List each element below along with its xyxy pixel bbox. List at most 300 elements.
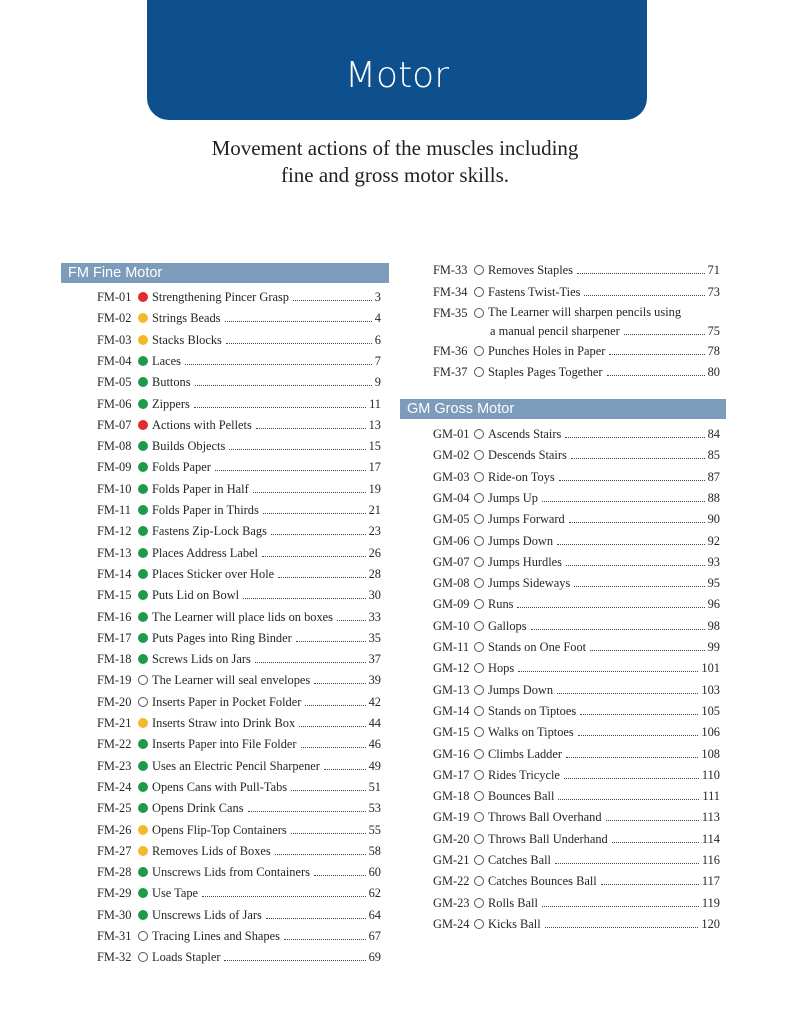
entry-page-number: 46 <box>368 737 381 752</box>
entry-label: Jumps Down <box>488 682 554 697</box>
entry-label: Unscrews Lids of Jars <box>152 907 262 922</box>
dot-leader <box>337 620 366 621</box>
status-empty-circle-icon <box>474 834 484 844</box>
entry-page-number: 26 <box>368 545 381 560</box>
dot-leader <box>314 875 366 876</box>
toc-entry[interactable] <box>97 798 381 816</box>
entry-code: FM-04 <box>97 353 132 368</box>
status-empty-circle-icon <box>474 727 484 737</box>
entry-label: Runs <box>488 597 514 612</box>
dot-leader <box>291 833 366 834</box>
status-green-circle-icon <box>138 462 148 472</box>
entry-code: FM-28 <box>97 865 132 880</box>
entry-code: FM-24 <box>97 779 132 794</box>
entry-code: FM-35 <box>433 306 468 320</box>
toc-entry[interactable] <box>433 531 720 549</box>
status-empty-circle-icon <box>474 621 484 631</box>
entry-page-number: 3 <box>374 290 381 304</box>
status-empty-circle-icon <box>474 493 484 503</box>
entry-page-number: 78 <box>707 343 720 358</box>
dot-leader <box>612 842 699 843</box>
dot-leader <box>243 598 366 599</box>
status-green-circle-icon <box>138 399 148 409</box>
entry-code: FM-23 <box>97 758 132 773</box>
entry-label: Rides Tricycle <box>488 767 560 782</box>
toc-entry[interactable] <box>97 436 381 454</box>
entry-page-number: 71 <box>707 263 720 277</box>
entry-label: Jumps Down <box>488 533 554 548</box>
status-green-circle-icon <box>138 569 148 579</box>
entry-page-number: 114 <box>701 831 720 846</box>
toc-entry[interactable] <box>433 467 720 485</box>
toc-entry[interactable] <box>433 616 720 634</box>
entry-page-number: 6 <box>374 332 381 347</box>
dot-leader <box>248 811 366 812</box>
entry-label: Jumps Forward <box>488 512 565 527</box>
entry-code: FM-37 <box>433 365 468 380</box>
toc-entry[interactable] <box>97 287 381 305</box>
toc-entry[interactable] <box>97 330 381 348</box>
entry-code: FM-12 <box>97 524 132 539</box>
dot-leader <box>577 273 705 274</box>
entry-label: Folds Paper in Thirds <box>152 503 259 517</box>
entry-page-number: 117 <box>701 874 720 889</box>
dot-leader <box>555 863 699 864</box>
entry-page-number: 80 <box>707 365 720 380</box>
toc-entry[interactable] <box>433 786 720 804</box>
entry-page-number: 15 <box>368 439 381 454</box>
entry-page-number: 113 <box>701 810 720 825</box>
toc-entry[interactable] <box>97 756 381 774</box>
toc-entry[interactable] <box>433 765 720 783</box>
entry-page-number: 67 <box>368 929 381 943</box>
entry-page-number: 110 <box>701 767 720 782</box>
toc-entry[interactable] <box>97 500 381 518</box>
status-green-circle-icon <box>138 377 148 387</box>
dot-leader <box>301 747 366 748</box>
status-empty-circle-icon <box>474 706 484 716</box>
status-empty-circle-icon <box>474 287 484 297</box>
entry-label: Inserts Paper in Pocket Folder <box>152 694 302 709</box>
entry-label: Actions with Pellets <box>152 417 252 432</box>
entry-code: GM-20 <box>433 831 470 846</box>
entry-label: Ascends Stairs <box>488 427 562 441</box>
entry-label: Gallops <box>488 618 527 633</box>
dot-leader <box>271 534 366 535</box>
entry-label: Tracing Lines and Shapes <box>152 929 280 943</box>
entry-code: GM-16 <box>433 746 470 761</box>
entry-code: GM-11 <box>433 640 470 654</box>
entry-page-number: 116 <box>701 853 720 867</box>
dot-leader <box>256 428 366 429</box>
entry-code: FM-26 <box>97 822 132 837</box>
entry-label-block <box>488 303 720 339</box>
dot-leader <box>266 918 366 919</box>
dot-leader <box>262 556 366 557</box>
status-empty-circle-icon <box>474 749 484 759</box>
status-green-circle-icon <box>138 782 148 792</box>
section-header-gross-motor: GM Gross Motor <box>400 399 726 419</box>
toc-entry[interactable] <box>433 914 720 932</box>
dot-leader <box>569 522 705 523</box>
dot-leader <box>624 334 705 335</box>
toc-entry[interactable] <box>97 734 381 752</box>
toc-entry[interactable] <box>433 637 720 655</box>
entry-page-number: 49 <box>368 758 381 773</box>
status-red-circle-icon <box>138 420 148 430</box>
entry-page-number: 90 <box>707 512 720 527</box>
status-empty-circle-icon <box>474 429 484 439</box>
entry-page-number: 51 <box>368 779 381 794</box>
dot-leader <box>609 354 704 355</box>
entry-label: Jumps Hurdles <box>488 554 562 569</box>
status-empty-circle-icon <box>138 675 148 685</box>
entry-code: GM-03 <box>433 469 470 484</box>
entry-page-number: 75 <box>707 324 720 338</box>
status-empty-circle-icon <box>474 599 484 609</box>
status-empty-circle-icon <box>474 770 484 780</box>
toc-entry[interactable] <box>97 628 381 646</box>
entry-code: FM-34 <box>433 284 468 299</box>
toc-entry[interactable] <box>97 713 381 731</box>
toc-entry[interactable] <box>97 394 381 412</box>
entry-label: Uses an Electric Pencil Sharpener <box>152 758 320 773</box>
entry-label: Laces <box>152 353 181 368</box>
toc-entry[interactable] <box>433 807 720 825</box>
toc-entry[interactable] <box>97 777 381 795</box>
entry-label: Hops <box>488 661 515 676</box>
subtitle-line-1: Movement actions of the muscles including <box>211 136 579 160</box>
dot-leader <box>278 577 365 578</box>
dot-leader <box>580 714 698 715</box>
entry-label: Stacks Blocks <box>152 332 222 347</box>
entry-code: FM-30 <box>97 907 132 922</box>
toc-entry[interactable] <box>433 680 720 698</box>
entry-page-number: 119 <box>701 895 720 910</box>
entry-label-continued-row <box>488 321 720 339</box>
toc-entry[interactable] <box>433 341 720 359</box>
toc-entry[interactable] <box>97 543 381 561</box>
entry-page-number: 111 <box>702 789 720 804</box>
entry-label: Removes Lids of Boxes <box>152 843 271 858</box>
entry-label: Loads Stapler <box>152 950 221 965</box>
dot-leader <box>275 854 366 855</box>
dot-leader <box>255 662 366 663</box>
status-empty-circle-icon <box>474 876 484 886</box>
entry-page-number: 60 <box>368 865 381 880</box>
entry-page-number: 9 <box>374 375 381 390</box>
entry-code: FM-10 <box>97 481 132 496</box>
status-green-circle-icon <box>138 761 148 771</box>
status-green-circle-icon <box>138 505 148 515</box>
toc-entry[interactable] <box>433 829 720 847</box>
toc-entry[interactable] <box>433 488 720 506</box>
entry-page-number: 96 <box>707 597 720 612</box>
dot-leader <box>564 778 699 779</box>
entry-code: FM-19 <box>97 673 132 688</box>
entry-label: Jumps Sideways <box>488 576 571 591</box>
entry-code: GM-17 <box>433 767 470 782</box>
dot-leader <box>566 565 705 566</box>
entry-label: Staples Pages Together <box>488 365 603 380</box>
entry-page-number: 101 <box>701 661 720 676</box>
status-yellow-circle-icon <box>138 718 148 728</box>
dot-leader <box>566 757 698 758</box>
entry-code: FM-18 <box>97 652 132 667</box>
entry-page-number: 88 <box>707 490 720 505</box>
entry-code: GM-05 <box>433 512 470 527</box>
status-empty-circle-icon <box>474 919 484 929</box>
toc-entry[interactable] <box>433 260 720 278</box>
toc-entry[interactable] <box>97 692 381 710</box>
dot-leader <box>557 693 698 694</box>
entry-code: FM-08 <box>97 439 132 454</box>
toc-entry[interactable] <box>433 871 720 889</box>
status-empty-circle-icon <box>474 685 484 695</box>
toc-entry[interactable] <box>433 722 720 740</box>
entry-code: GM-01 <box>433 427 470 441</box>
status-empty-circle-icon <box>474 663 484 673</box>
toc-entry[interactable] <box>433 303 720 339</box>
entry-label-continued: a manual pencil sharpener <box>490 324 620 338</box>
entry-label: Opens Flip-Top Containers <box>152 822 287 837</box>
entry-code: GM-04 <box>433 490 470 505</box>
entry-code: GM-21 <box>433 853 470 867</box>
toc-entry[interactable] <box>433 701 720 719</box>
toc-entry[interactable] <box>433 850 720 868</box>
entry-page-number: 106 <box>701 725 720 740</box>
toc-entry[interactable] <box>97 649 381 667</box>
entry-label: Walks on Tiptoes <box>488 725 574 740</box>
toc-entry[interactable] <box>97 308 381 326</box>
entry-page-number: 37 <box>368 652 381 667</box>
entry-page-number: 87 <box>707 469 720 484</box>
entry-label: Rolls Ball <box>488 895 538 910</box>
toc-entry[interactable] <box>97 926 381 944</box>
entry-page-number: 98 <box>707 618 720 633</box>
entry-code: GM-24 <box>433 916 470 931</box>
toc-entry[interactable] <box>97 841 381 859</box>
entry-label: Places Address Label <box>152 545 258 560</box>
status-green-circle-icon <box>138 548 148 558</box>
entry-page-number: 28 <box>368 566 381 581</box>
entry-code: FM-01 <box>97 290 132 304</box>
toc-entry[interactable] <box>97 585 381 603</box>
section-header-fine-motor: FM Fine Motor <box>61 263 389 283</box>
status-red-circle-icon <box>138 292 148 302</box>
entry-page-number: 95 <box>707 576 720 591</box>
toc-entry[interactable] <box>97 862 381 880</box>
status-green-circle-icon <box>138 526 148 536</box>
entry-page-number: 93 <box>707 554 720 569</box>
dot-leader <box>293 300 372 301</box>
entry-code: FM-13 <box>97 545 132 560</box>
dot-leader <box>215 470 366 471</box>
toc-entry[interactable] <box>97 820 381 838</box>
entry-page-number: 23 <box>368 524 381 539</box>
entry-label: Descends Stairs <box>488 448 567 463</box>
dot-leader <box>545 927 699 928</box>
dot-leader <box>225 321 372 322</box>
dot-leader <box>607 375 705 376</box>
toc-entry[interactable] <box>433 893 720 911</box>
toc-entry[interactable] <box>97 372 381 390</box>
dot-leader <box>542 906 699 907</box>
dot-leader <box>284 939 366 940</box>
status-green-circle-icon <box>138 612 148 622</box>
dot-leader <box>601 884 699 885</box>
entry-label: Inserts Straw into Drink Box <box>152 716 296 730</box>
entry-code: GM-07 <box>433 554 470 569</box>
title-banner <box>147 0 647 120</box>
dot-leader <box>299 726 365 727</box>
entry-page-number: 84 <box>707 427 720 441</box>
toc-entry[interactable] <box>97 457 381 475</box>
toc-entry[interactable] <box>433 424 720 442</box>
dot-leader <box>226 343 372 344</box>
toc-entry[interactable] <box>433 509 720 527</box>
toc-entry[interactable] <box>97 415 381 433</box>
status-empty-circle-icon <box>474 578 484 588</box>
entry-label: Builds Objects <box>152 439 226 454</box>
entry-label: Jumps Up <box>488 490 538 505</box>
entry-label: Throws Ball Overhand <box>488 810 602 825</box>
toc-entry[interactable] <box>97 947 381 965</box>
entry-label: The Learner will sharpen pencils using <box>488 305 682 319</box>
entry-label: Strengthening Pincer Grasp <box>152 290 289 304</box>
entry-code: FM-20 <box>97 694 132 709</box>
status-green-circle-icon <box>138 590 148 600</box>
status-empty-circle-icon <box>474 472 484 482</box>
entry-code: GM-12 <box>433 661 470 676</box>
entry-code: GM-18 <box>433 789 470 804</box>
dot-leader <box>195 385 372 386</box>
entry-page-number: 120 <box>701 916 720 931</box>
toc-entry[interactable] <box>97 351 381 369</box>
status-green-circle-icon <box>138 484 148 494</box>
entry-code: FM-36 <box>433 343 468 358</box>
entry-label: Unscrews Lids from Containers <box>152 865 310 880</box>
entry-code: GM-10 <box>433 618 470 633</box>
entry-page-number: 73 <box>707 284 720 299</box>
toc-entry[interactable] <box>97 564 381 582</box>
entry-code: FM-07 <box>97 417 132 432</box>
entry-label: The Learner will seal envelopes <box>152 673 311 688</box>
toc-entry[interactable] <box>433 658 720 676</box>
toc-entry[interactable] <box>433 744 720 762</box>
status-empty-circle-icon <box>474 898 484 908</box>
entry-code: FM-05 <box>97 375 132 390</box>
entry-label: Buttons <box>152 375 191 390</box>
dot-leader <box>296 641 366 642</box>
entry-page-number: 85 <box>707 448 720 463</box>
entry-code: GM-19 <box>433 810 470 825</box>
entry-code: GM-09 <box>433 597 470 612</box>
entry-label: Ride-on Toys <box>488 469 555 484</box>
status-yellow-circle-icon <box>138 313 148 323</box>
dot-leader <box>557 544 705 545</box>
entry-page-number: 92 <box>707 533 720 548</box>
entry-code: GM-23 <box>433 895 470 910</box>
status-empty-circle-icon <box>474 642 484 652</box>
entry-label: Fastens Zip-Lock Bags <box>152 524 267 539</box>
dot-leader <box>542 501 705 502</box>
status-yellow-circle-icon <box>138 825 148 835</box>
page-title: Motor <box>344 55 450 96</box>
dot-leader <box>314 683 365 684</box>
entry-code: FM-16 <box>97 609 132 624</box>
status-empty-circle-icon <box>474 791 484 801</box>
toc-entry[interactable] <box>433 573 720 591</box>
entry-page-number: 21 <box>368 503 381 517</box>
entry-code: FM-15 <box>97 588 132 603</box>
entry-code: FM-32 <box>97 950 132 965</box>
toc-entry[interactable] <box>97 607 381 625</box>
entry-label: Catches Ball <box>488 853 551 867</box>
toc-entry[interactable] <box>97 905 381 923</box>
dot-leader <box>229 449 365 450</box>
entry-label: Removes Staples <box>488 263 574 277</box>
entry-page-number: 64 <box>368 907 381 922</box>
toc-entry[interactable] <box>97 883 381 901</box>
status-empty-circle-icon <box>474 265 484 275</box>
entry-label: Throws Ball Underhand <box>488 831 608 846</box>
status-empty-circle-icon <box>138 952 148 962</box>
entry-label: Puts Pages into Ring Binder <box>152 630 292 645</box>
entry-code: GM-06 <box>433 533 470 548</box>
dot-leader <box>263 513 366 514</box>
entry-label: The Learner will place lids on boxes <box>152 609 333 624</box>
entry-code: FM-14 <box>97 566 132 581</box>
entry-code: FM-22 <box>97 737 132 752</box>
entry-page-number: 19 <box>368 481 381 496</box>
entry-code: FM-09 <box>97 460 132 475</box>
status-empty-circle-icon <box>474 308 484 318</box>
entry-page-number: 105 <box>701 703 720 718</box>
status-empty-circle-icon <box>474 855 484 865</box>
toc-entry[interactable] <box>97 670 381 688</box>
toc-entry[interactable] <box>433 362 720 380</box>
subtitle-line-2: fine and gross motor skills. <box>280 163 510 187</box>
toc-entry[interactable] <box>97 521 381 539</box>
entry-label: Strings Beads <box>152 311 221 326</box>
entry-page-number: 33 <box>368 609 381 624</box>
toc-entry[interactable] <box>433 594 720 612</box>
entry-label: Opens Drink Cans <box>152 801 244 816</box>
toc-entry[interactable] <box>433 445 720 463</box>
entry-code: FM-25 <box>97 801 132 816</box>
entry-label: Puts Lid on Bowl <box>152 588 240 603</box>
status-green-circle-icon <box>138 867 148 877</box>
entry-label: Folds Paper <box>152 460 211 475</box>
toc-entry[interactable] <box>433 552 720 570</box>
entry-page-number: 58 <box>368 843 381 858</box>
entry-code: GM-02 <box>433 448 470 463</box>
dot-leader <box>606 820 699 821</box>
dot-leader <box>584 295 704 296</box>
toc-entry[interactable] <box>97 479 381 497</box>
entry-label: Screws Lids on Jars <box>152 652 251 667</box>
entry-code: GM-22 <box>433 874 470 889</box>
status-yellow-circle-icon <box>138 335 148 345</box>
entry-code: FM-29 <box>97 886 132 901</box>
dot-leader <box>194 407 366 408</box>
entry-page-number: 17 <box>368 460 381 475</box>
entry-page-number: 62 <box>368 886 381 901</box>
status-green-circle-icon <box>138 888 148 898</box>
toc-entry[interactable] <box>433 282 720 300</box>
entry-code: GM-15 <box>433 725 470 740</box>
